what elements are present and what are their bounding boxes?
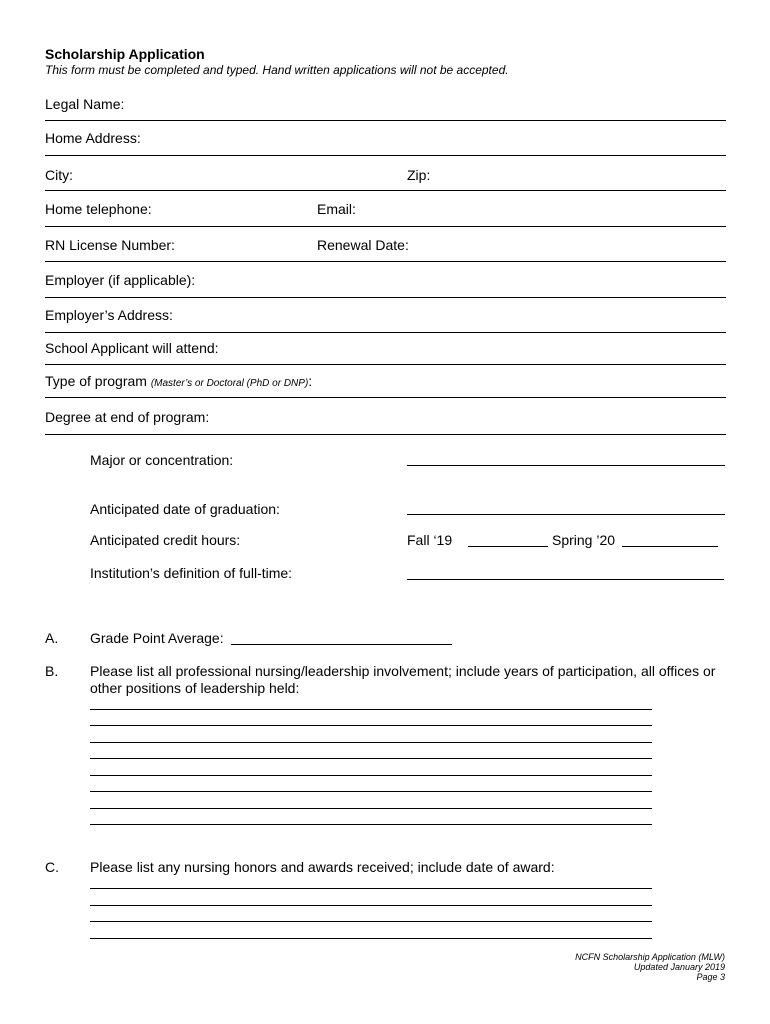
- home-address-field-line[interactable]: [45, 155, 726, 156]
- legal-name-field-line[interactable]: [45, 120, 726, 121]
- employer-label: Employer (if applicable):: [45, 272, 196, 288]
- section-c-answer-line[interactable]: [90, 921, 652, 922]
- section-c-answer-line[interactable]: [90, 905, 652, 906]
- section-c-answer-line[interactable]: [90, 888, 652, 889]
- section-b-answer-line[interactable]: [90, 742, 652, 743]
- section-c-answer-line[interactable]: [90, 938, 652, 939]
- section-b-answer-line[interactable]: [90, 791, 652, 792]
- fall-label: Fall ‘19: [407, 532, 453, 548]
- city-label: City:: [45, 167, 73, 183]
- full-time-label: Institution’s definition of full-time:: [90, 565, 293, 581]
- section-b-text-line2: other positions of leadership held:: [90, 680, 300, 696]
- spring-label: Spring ’20: [552, 532, 616, 548]
- footer-line-1: NCFN Scholarship Application (MLW): [575, 952, 725, 962]
- home-address-label: Home Address:: [45, 130, 141, 146]
- spring-credit-field-line[interactable]: [622, 546, 718, 547]
- school-field-line[interactable]: [45, 364, 726, 365]
- section-b-answer-line[interactable]: [90, 824, 652, 825]
- email-label: Email:: [317, 201, 356, 217]
- section-b-letter: B.: [45, 663, 59, 679]
- section-b-answer-line[interactable]: [90, 725, 652, 726]
- license-renewal-field-line[interactable]: [45, 261, 726, 262]
- city-zip-field-line[interactable]: [45, 190, 726, 191]
- major-label: Major or concentration:: [90, 452, 234, 468]
- fall-credit-field-line[interactable]: [468, 546, 548, 547]
- graduation-date-label: Anticipated date of graduation:: [90, 501, 280, 517]
- footer-line-2: Updated January 2019: [633, 962, 725, 972]
- program-type-field-line[interactable]: [45, 397, 726, 398]
- major-field-line[interactable]: [407, 465, 725, 466]
- section-c-letter: C.: [45, 859, 59, 875]
- home-telephone-label: Home telephone:: [45, 201, 152, 217]
- gpa-label: Grade Point Average:: [90, 630, 224, 646]
- employer-field-line[interactable]: [45, 297, 726, 298]
- footer-page-number: Page 3: [696, 972, 725, 982]
- rn-license-label: RN License Number:: [45, 237, 175, 253]
- renewal-date-label: Renewal Date:: [317, 237, 409, 253]
- employer-address-field-line[interactable]: [45, 332, 726, 333]
- gpa-field-line[interactable]: [231, 644, 452, 645]
- program-type-note: (Master’s or Doctoral (PhD or DNP): [150, 378, 309, 389]
- employer-address-label: Employer’s Address:: [45, 307, 173, 323]
- section-a-letter: A.: [45, 630, 59, 646]
- program-type-text: Type of program: [45, 373, 147, 389]
- telephone-email-field-line[interactable]: [45, 226, 726, 227]
- school-label: School Applicant will attend:: [45, 340, 219, 356]
- full-time-field-line[interactable]: [407, 579, 724, 580]
- zip-label: Zip:: [407, 167, 431, 183]
- section-b-text-line1: Please list all professional nursing/leadership involvement; include years of participation, all offices or: [90, 663, 716, 679]
- section-c-text: Please list any nursing honors and awards received; include date of award:: [90, 859, 555, 875]
- program-type-label: [45, 373, 312, 389]
- credit-hours-label: Anticipated credit hours:: [90, 532, 241, 548]
- section-b-answer-line[interactable]: [90, 758, 652, 759]
- graduation-date-field-line[interactable]: [407, 514, 725, 515]
- degree-label: Degree at end of program:: [45, 409, 210, 425]
- program-type-colon: :: [308, 373, 313, 389]
- footer: [575, 952, 725, 982]
- form-title: Scholarship Application: [45, 46, 205, 62]
- form-subtitle: This form must be completed and typed. Hand written applications will not be accepted.: [45, 63, 509, 77]
- section-b-answer-line[interactable]: [90, 775, 652, 776]
- legal-name-label: Legal Name:: [45, 96, 125, 112]
- degree-field-line[interactable]: [45, 434, 726, 435]
- section-b-answer-line[interactable]: [90, 709, 652, 710]
- section-b-answer-line[interactable]: [90, 808, 652, 809]
